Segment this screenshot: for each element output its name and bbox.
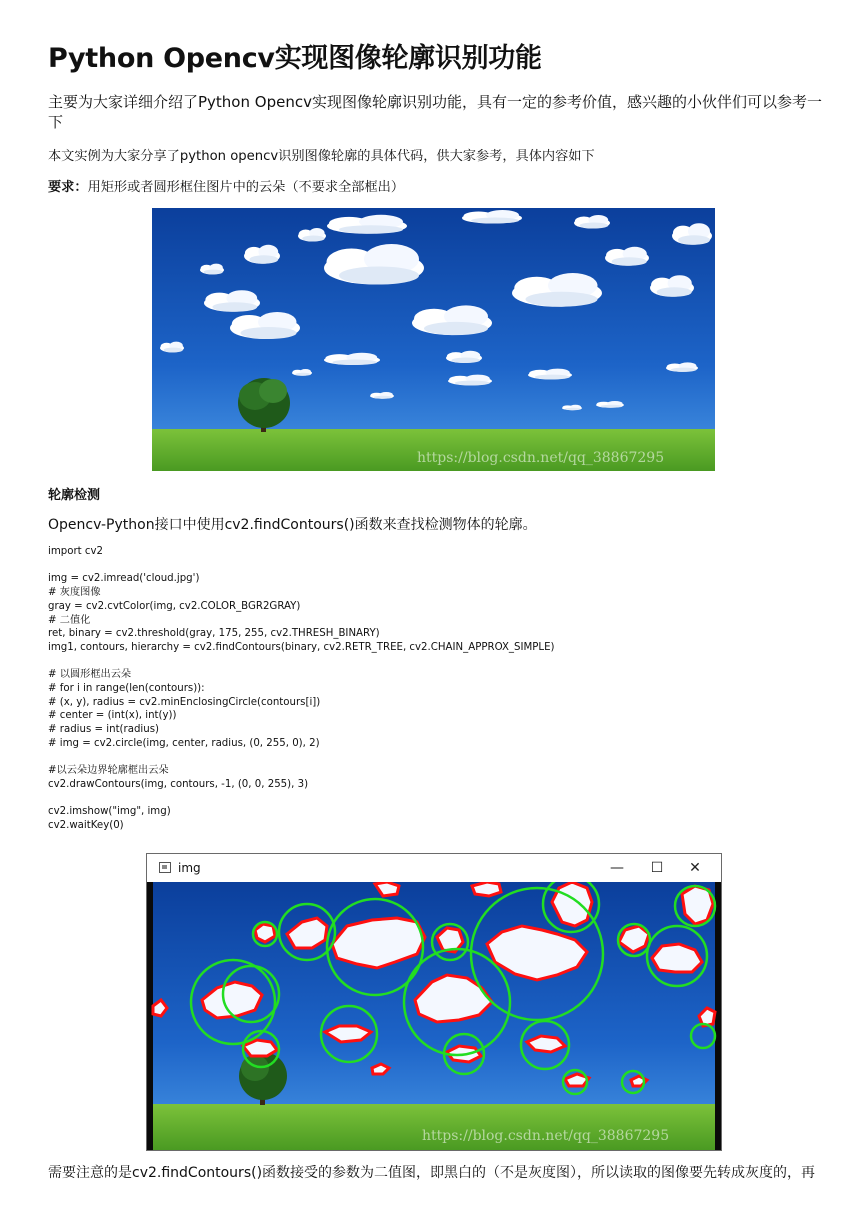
contour-result-svg — [147, 882, 721, 1150]
cloud-photo-svg — [152, 208, 715, 471]
paragraph-description: 本文实例为大家分享了python opencv识别图像轮廓的具体代码，供大家参考，具体内容如下 — [48, 149, 595, 164]
page-title: Python Opencv实现图像轮廓识别功能 — [48, 43, 542, 74]
requirement-text: 用矩形或者圆形框住图片中的云朵（不要求全部框出） — [87, 180, 405, 195]
close-button[interactable]: ✕ — [689, 860, 701, 876]
code-block: import cv2 img = cv2.imread('cloud.jpg') # 灰度图像 gray = cv2.cvtColor(img, cv2.COLOR_BGR2GRAY) # 二值化 ret, binary = cv2.threshold(gray, 175, 255, cv2.THRESH_BINARY) img1, contours, hierarchy = cv2.findContours(binary, cv2.RETR_TREE, cv2.CHAIN_APPROX_SIMPLE) # 以圆形框出云朵 # for i in range(len(contours)): # (x, y), radius = cv2.minEnclosingCircle(contours[i]) # center = (int(x), int(y)) # radius = int(radius) # img = cv2.circle(img, center, radius, (0, 255, 0), 2) #以云朵边界轮廓框出云朵 cv2.drawContours(img, contours, -1, (0, 0, 255), 3) cv2.imshow("img", img) cv2.waitKey(0) — [48, 546, 555, 832]
window-title: img — [178, 861, 201, 875]
photo-watermark: https://blog.csdn.net/qq_38867295 — [417, 450, 665, 466]
cloud-photo — [152, 208, 715, 471]
contour-result-image — [147, 882, 721, 1150]
window-titlebar — [147, 854, 721, 882]
result-watermark: https://blog.csdn.net/qq_38867295 — [422, 1128, 670, 1144]
minimize-button[interactable]: — — [610, 860, 624, 876]
paragraph-findcontours: Opencv-Python接口中使用cv2.findContours()函数来查找检测物体的轮廓。 — [48, 517, 537, 533]
paragraph-note: 需要注意的是cv2.findContours()函数接受的参数为二值图，即黑白的（不是灰度图），所以读取的图像要先转成灰度的，再 — [48, 1165, 816, 1181]
requirement-paragraph — [48, 176, 404, 195]
requirement-label: 要求： — [48, 180, 88, 195]
opencv-window — [146, 853, 722, 1151]
maximize-button[interactable]: ☐ — [650, 860, 664, 876]
section-heading: 轮廓检测 — [48, 488, 101, 503]
intro-paragraph: 主要为大家详细介绍了Python Opencv实现图像轮廓识别功能，具有一定的参考价值，感兴趣的小伙伴们可以参考一下 — [48, 93, 822, 131]
app-icon — [159, 862, 171, 873]
